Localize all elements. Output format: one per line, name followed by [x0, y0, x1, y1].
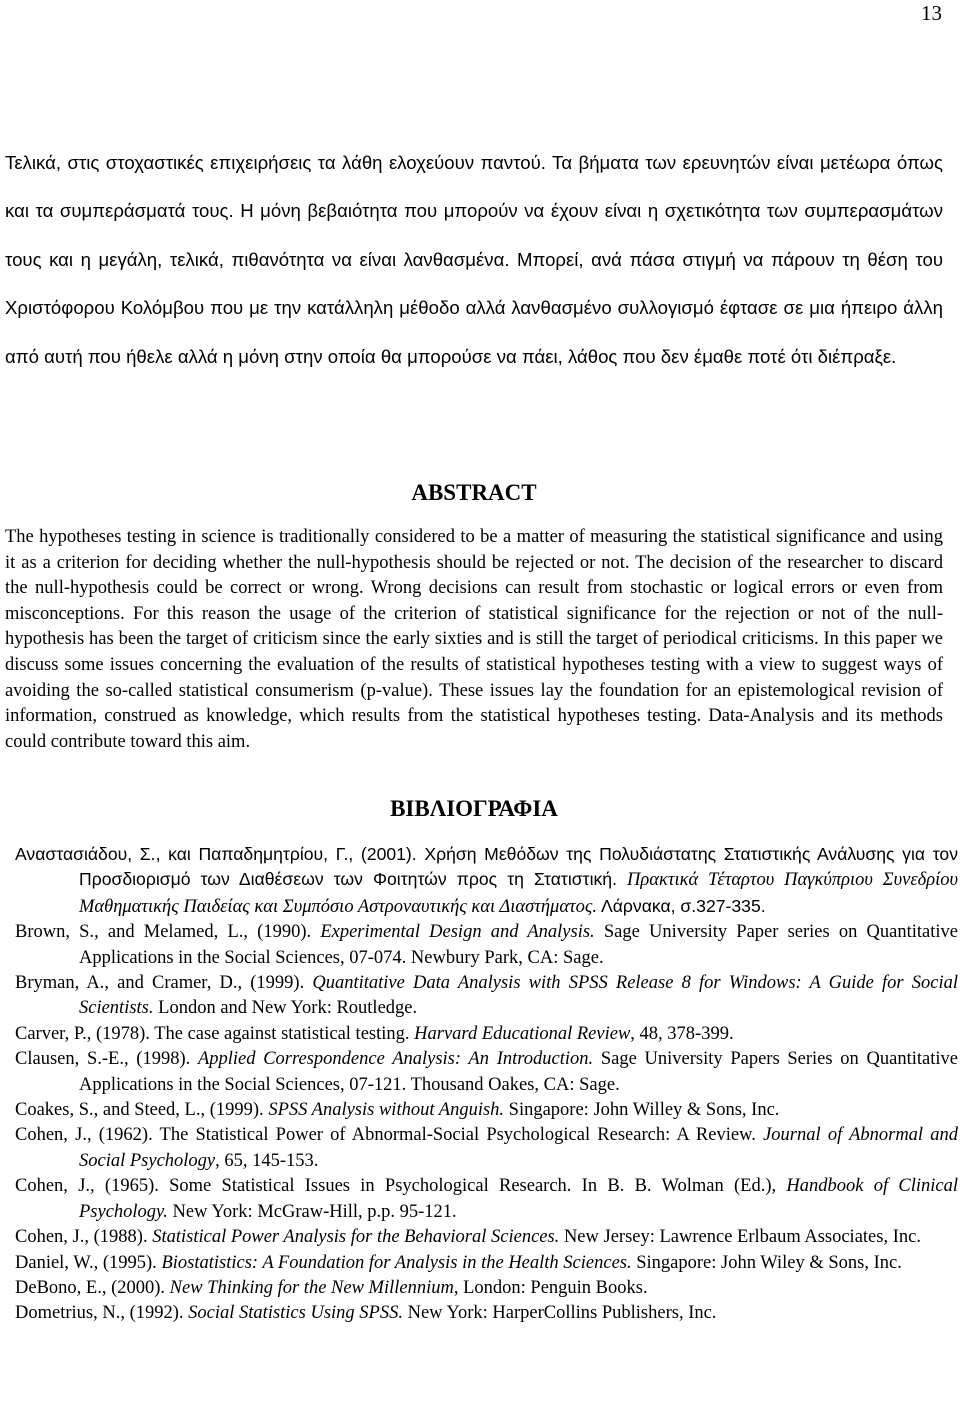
reference-text: Bryman, A., and Cramer, D., (1999).	[15, 973, 313, 994]
reference-text: Brown, S., and Melamed, L., (1990).	[15, 922, 321, 943]
reference-text: Cohen, J., (1965). Some Statistical Issues in Psychological Research. In B. B. Wolman (Ed.),	[15, 1176, 787, 1197]
reference-title: Biostatistics: A Foundation for Analysis in the Health Sciences.	[161, 1252, 632, 1273]
reference-text: Λάρνακα, σ.327-335.	[597, 895, 766, 916]
reference-title: Πρακτικά Τέταρτου Παγκύπριου Συνεδρίου Μαθηματικής Παιδείας και Συμπόσιο Αστροναυτικής και Διαστήματος.	[79, 870, 959, 917]
reference-text: London and New York: Routledge.	[153, 998, 418, 1019]
reference-item	[15, 920, 958, 971]
reference-title: Journal of Abnormal and Social Psychology	[79, 1125, 959, 1171]
reference-item	[15, 1123, 958, 1174]
reference-title: Handbook of Clinical Psychology.	[79, 1176, 959, 1222]
reference-text: Singapore: John Wiley & Sons, Inc.	[631, 1252, 902, 1273]
reference-text: , 48, 378-399.	[630, 1023, 734, 1044]
reference-title: Applied Correspondence Analysis: An Introduction.	[197, 1049, 594, 1070]
reference-title: Social Statistics Using SPSS.	[188, 1303, 403, 1324]
reference-text: Cohen, J., (1988).	[15, 1227, 153, 1248]
reference-text: , 65, 145-153.	[215, 1150, 319, 1171]
reference-text: Clausen, S.-E., (1998).	[15, 1049, 198, 1070]
reference-item	[15, 1301, 958, 1326]
abstract-paragraph: The hypotheses testing in science is traditionally considered to be a matter of measuring the statistical significance and using it as a criterion for deciding whether the null-hypothesis should be rejected or not. The decision of the researcher to discard the null-hypothesis could be correct or wrong. Wrong decisions can result from stochastic or logical errors or even from misconceptions. For this reason the usage of the criterion of statistical significance for the rejection or not of the null-hypothesis has been the target of criticism since the early sixties and is still the target of periodical criticisms. In this paper we discuss some issues concerning the evaluation of the results of statistical hypotheses testing with a view to suggest ways of avoiding the so-called statistical consumerism (p-value). These issues lay the foundation for an epistemological revision of information, construed as knowledge, which results from the statistical hypotheses testing. Data-Analysis and its methods could contribute toward this aim.	[5, 527, 943, 752]
reference-item	[15, 1251, 958, 1276]
abstract-heading: ABSTRACT	[411, 480, 537, 505]
bibliography-heading: ΒΙΒΛΙΟΓΡΑΦΙΑ	[390, 796, 558, 821]
reference-title: Experimental Design and Analysis.	[320, 922, 595, 943]
reference-item	[15, 1225, 958, 1250]
reference-title: New Thinking for the New Millennium	[169, 1277, 454, 1298]
reference-text: Sage University Paper series on Quantitative Applications in the Social Sciences, 07-074. Newbury Park, CA: Sage.	[79, 922, 959, 968]
reference-text: Daniel, W., (1995).	[15, 1252, 162, 1273]
greek-body-paragraph: Τελικά, στις στοχαστικές επιχειρήσεις τα λάθη ελοχεύουν παντού. Τα βήματα των ερευνητών είναι μετέωρα όπως και τα συμπεράσματά τους. Η μόνη βεβαιότητα που μπορούν να έχουν είναι η σχετικότητα των συμπερασμάτων τους και η μεγάλη, τελικά, πιθανότητα να είναι λανθασμένα. Μπορεί, ανά πάσα στιγμή να πάρουν τη θέση του Χριστόφορου Κολόμβου που με την κατάλληλη μέθοδο αλλά λανθασμένο συλλογισμό έφτασε σε μια ήπειρο άλλη από αυτή που ήθελε αλλά η μόνη στην οποία θα μπορούσε να πάει, λάθος που δεν έμαθε ποτέ ότι διέπραξε.	[5, 152, 943, 367]
page-number: 13	[921, 1, 942, 25]
reference-text: Dometrius, N., (1992).	[15, 1303, 189, 1324]
reference-item	[15, 1047, 958, 1098]
reference-text: Singapore: John Willey & Sons, Inc.	[504, 1100, 780, 1121]
reference-item	[15, 1022, 958, 1047]
reference-item	[15, 1174, 958, 1225]
reference-title: Harvard Educational Review	[414, 1023, 631, 1044]
reference-text: Coakes, S., and Steed, L., (1999).	[15, 1100, 269, 1121]
reference-text: Αναστασιάδου, Σ., και Παπαδημητρίου, Γ., (2001). Χρήση Μεθόδων της Πολυδιάστατης Στατιστικής Ανάλυσης για τον Προσδιορισμό των Διαθέσεων των Φοιτητών προς τη Στατιστική.	[15, 844, 958, 890]
reference-text: Sage University Papers Series on Quantitative Applications in the Social Sciences, 07-121. Thousand Oakes, CA: Sage.	[79, 1049, 958, 1095]
reference-title: Statistical Power Analysis for the Behavioral Sciences.	[152, 1227, 560, 1248]
reference-item	[15, 1098, 958, 1123]
reference-text: Carver, P., (1978). The case against statistical testing.	[15, 1023, 415, 1044]
reference-text: New Jersey: Lawrence Erlbaum Associates, Inc.	[559, 1227, 921, 1248]
reference-list	[15, 842, 958, 1327]
reference-item	[15, 971, 958, 1022]
reference-text: New York: McGraw-Hill, p.p. 95-121.	[167, 1201, 457, 1222]
reference-title: SPSS Analysis without Anguish.	[268, 1100, 505, 1121]
reference-text: New York: HarperCollins Publishers, Inc.	[402, 1303, 717, 1324]
reference-text: Cohen, J., (1962). The Statistical Power of Abnormal-Social Psychological Research: A Review.	[15, 1125, 764, 1146]
reference-title: Quantitative Data Analysis with SPSS Release 8 for Windows: A Guide for Social Scientists.	[79, 973, 958, 1019]
reference-item	[15, 842, 958, 920]
reference-item	[15, 1276, 958, 1301]
reference-text: DeBono, E., (2000).	[15, 1277, 170, 1298]
reference-text: , London: Penguin Books.	[453, 1277, 648, 1298]
